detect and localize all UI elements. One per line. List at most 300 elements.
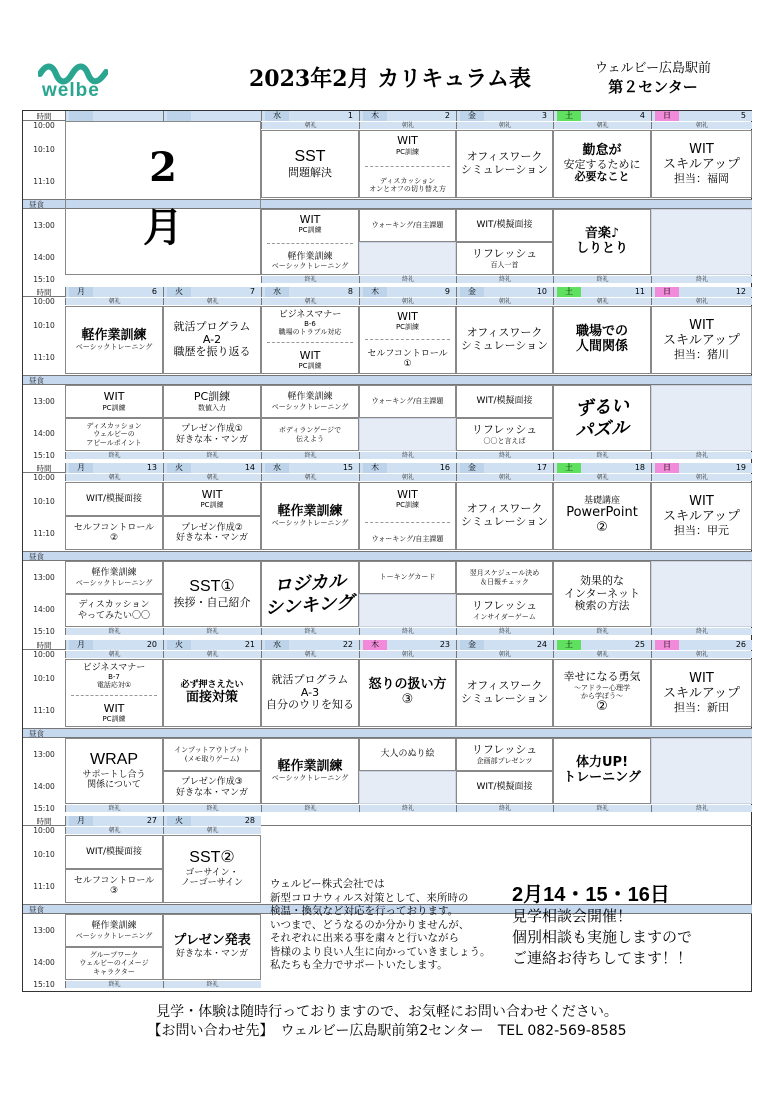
date-label: 14 <box>244 463 255 472</box>
date-label: 16 <box>439 463 450 472</box>
date-label: 2 <box>444 111 450 120</box>
session-cell[interactable] <box>456 738 553 771</box>
time-label: 11:10 <box>33 706 55 715</box>
session-sub: ベーシックトレーニング <box>75 578 153 587</box>
session-title: WIT <box>103 390 125 404</box>
session-cell[interactable] <box>65 482 163 516</box>
session-sub: A-2 <box>202 332 222 346</box>
session-cell[interactable] <box>261 418 359 451</box>
session-sub: 〇〇と言えば <box>483 436 526 445</box>
end-meeting-label: 終礼 <box>65 628 163 635</box>
session-sub: スキルアップ <box>663 156 740 172</box>
session-sub: オンとオフの切り替え方 <box>369 184 446 193</box>
session-cell[interactable] <box>359 130 456 198</box>
session-cell[interactable] <box>359 306 456 374</box>
time-label: 14:00 <box>33 782 55 791</box>
morning-meeting-label: 朝礼 <box>456 474 553 481</box>
session-title: 怒りの扱い方 <box>368 677 447 693</box>
session-sub: 職場のトラブル対応 <box>278 328 342 337</box>
open-house-line: ご連絡お待ちしてます！！ <box>512 949 693 967</box>
logo-text: welbe <box>42 80 100 101</box>
session-title: 軽作業訓練 <box>277 758 343 774</box>
end-meeting-label: 終礼 <box>163 981 261 988</box>
session-cell[interactable] <box>456 130 553 198</box>
end-meeting-label: 終礼 <box>261 452 359 459</box>
session-title: プレゼン作成② <box>181 522 243 533</box>
session-cell[interactable] <box>163 914 261 980</box>
divider <box>71 695 157 696</box>
session-title: グループワーク <box>89 951 139 960</box>
weekday-label: 日 <box>655 640 679 650</box>
session-title: 就活プログラム <box>173 320 251 334</box>
session-sub: PC訓練 <box>395 501 420 510</box>
session-cell[interactable] <box>456 771 553 804</box>
empty-cell <box>359 594 456 627</box>
session-cell[interactable] <box>651 130 752 198</box>
date-label: 20 <box>146 640 157 649</box>
session-title: リフレッシュ <box>471 743 538 757</box>
end-meeting-label: 終礼 <box>553 276 651 283</box>
morning-meeting-label: 朝礼 <box>163 827 261 834</box>
session-teacher: 担当：福岡 <box>674 171 729 185</box>
session-cell[interactable] <box>65 738 163 804</box>
notice-line: 検温・換気など対応を行っております。 <box>270 905 459 917</box>
session-title: WIT <box>689 670 714 686</box>
session-sub: 好きな本・マンガ <box>175 787 248 798</box>
time-label: 15:10 <box>33 980 55 989</box>
session-sub: 好きな本・マンガ <box>175 949 248 960</box>
time-label: 10:10 <box>33 674 55 683</box>
date-label: 15 <box>342 463 353 472</box>
weekday-label: 火 <box>167 640 191 650</box>
session-title: 職場での <box>575 324 628 340</box>
session-sub: PC訓練 <box>395 148 420 156</box>
session-cell[interactable] <box>261 385 359 418</box>
session-cell[interactable] <box>359 209 456 242</box>
session-sub: スキルアップ <box>663 685 740 701</box>
session-cell[interactable] <box>553 659 651 727</box>
session-sub: 面接対策 <box>185 689 238 705</box>
session-sub: ② <box>109 533 119 543</box>
week-3-content <box>23 463 752 636</box>
session-sub: 必要なこと <box>574 170 630 184</box>
session-cell[interactable] <box>359 482 456 550</box>
session-sub: 挨拶・自己紹介 <box>173 595 251 609</box>
session-sub: PC訓練 <box>200 501 224 510</box>
session-cell[interactable] <box>65 418 163 451</box>
morning-meeting-label: 朝礼 <box>553 651 651 658</box>
morning-meeting-label: 朝礼 <box>261 298 359 305</box>
session-cell[interactable] <box>553 385 651 451</box>
session-title: 軽作業訓練 <box>277 503 343 519</box>
session-cell[interactable] <box>163 835 261 903</box>
session-sub: シミュレーション <box>460 515 549 528</box>
session-sub: 関係について <box>87 780 141 791</box>
session-cell[interactable] <box>163 482 261 516</box>
date-label: 25 <box>634 640 645 649</box>
session-cell[interactable] <box>163 738 261 771</box>
session-title: 軽作業訓練 <box>91 921 137 932</box>
empty-cell <box>651 209 752 275</box>
session-title: SST② <box>189 849 235 867</box>
page-title: 2023年2月 カリキュラム表 <box>249 66 531 92</box>
session-cell[interactable] <box>65 594 163 627</box>
session-sub: しりとり <box>575 241 628 256</box>
weekday-label: 火 <box>167 463 191 473</box>
session-title: リフレッシュ <box>471 423 538 437</box>
session-cell[interactable] <box>65 561 163 594</box>
footer-contact: 【お問い合わせ先】 ウェルビー広島駅前第2センター TEL 082-569-8585 <box>147 1023 627 1039</box>
session-sub: 電話応対① <box>96 681 132 690</box>
session-cell[interactable] <box>651 659 752 727</box>
empty-cell <box>651 385 752 451</box>
date-label: 5 <box>740 111 746 120</box>
session-cell[interactable] <box>359 561 456 594</box>
session-title: WIT <box>103 701 125 715</box>
session-cell[interactable] <box>553 738 651 804</box>
empty-cell <box>651 738 752 804</box>
session-sub: 数値入力 <box>198 403 226 412</box>
session-sub: 百人一首 <box>490 260 519 269</box>
notice-line: それぞれに出来る事を粛々と行いながら <box>270 932 459 944</box>
session-teacher: 担当：猪川 <box>674 347 729 361</box>
date-label: 22 <box>342 640 353 649</box>
notice-line: 皆様のより良い人生に向かっていきましょう。 <box>270 945 491 958</box>
session-title: WIT <box>397 309 418 323</box>
session-sub: 企画部プレゼンツ <box>476 756 533 765</box>
session-title: SST <box>294 148 326 166</box>
end-meeting-label: 終礼 <box>359 276 456 283</box>
session-cell[interactable] <box>359 659 456 727</box>
session-title: トーキングカード <box>379 573 436 582</box>
time-label: 時間 <box>36 464 52 473</box>
date-label: 3 <box>541 111 547 120</box>
session-cell[interactable] <box>261 306 359 374</box>
date-label: 28 <box>244 816 255 825</box>
time-label: 時間 <box>36 817 52 826</box>
date-label: 13 <box>146 463 157 472</box>
end-meeting-label: 終礼 <box>651 805 752 812</box>
session-title: WIT <box>689 317 714 333</box>
session-title: 幸せになる勇気 <box>563 670 641 684</box>
morning-meeting-label: 朝礼 <box>651 298 752 305</box>
time-label: 14:00 <box>33 958 55 967</box>
weekday-label: 金 <box>460 463 484 473</box>
morning-meeting-label: 朝礼 <box>359 474 456 481</box>
session-sub: (メモ取りゲーム) <box>184 754 240 763</box>
weekday-label: 水 <box>265 640 289 650</box>
time-label: 11:10 <box>33 177 55 186</box>
footer-line-1: 見学・体験は随時行っておりますので、お気軽にお問い合わせください。 <box>156 1004 618 1020</box>
empty-cell <box>359 771 456 804</box>
empty-cell <box>359 418 456 451</box>
end-meeting-label: 終礼 <box>163 628 261 635</box>
session-cell[interactable] <box>261 738 359 804</box>
session-title: プレゼン作成① <box>181 424 243 435</box>
session-sub: ベーシックトレーニング <box>75 343 153 352</box>
session-cell[interactable] <box>261 561 359 627</box>
session-sub: シンキング <box>264 591 356 619</box>
session-cell[interactable] <box>65 306 163 374</box>
end-meeting-label: 終礼 <box>261 628 359 635</box>
end-meeting-label: 終礼 <box>456 628 553 635</box>
session-cell[interactable] <box>651 306 752 374</box>
weekday-label: 月 <box>69 816 93 826</box>
session-sub: ③ <box>109 886 119 896</box>
weekday-label: 木 <box>363 111 387 121</box>
session-cell[interactable] <box>553 482 651 550</box>
session-title: WRAP <box>90 751 138 769</box>
session-cell[interactable] <box>163 516 261 550</box>
open-house-line: 個別相談も実施しますので <box>512 928 693 946</box>
empty-cell <box>651 561 752 627</box>
session-cell[interactable] <box>456 594 553 627</box>
session-cell[interactable] <box>163 306 261 374</box>
date-label: 24 <box>536 640 547 649</box>
weekday-label: 日 <box>655 287 679 297</box>
weekday-label: 月 <box>69 463 93 473</box>
session-cell[interactable] <box>163 561 261 627</box>
session-sub: B-6 <box>304 319 316 328</box>
date-label: 4 <box>639 111 645 120</box>
end-meeting-label: 終礼 <box>553 628 651 635</box>
session-title: WIT <box>689 141 714 157</box>
end-meeting-label: 終礼 <box>651 628 752 635</box>
time-label: 15:10 <box>33 804 55 813</box>
session-title: セルフコントロール <box>73 875 155 886</box>
end-meeting-label: 終礼 <box>65 452 163 459</box>
session-cell[interactable] <box>553 561 651 627</box>
session-sub: シミュレーション <box>460 339 549 352</box>
session-cell[interactable] <box>456 209 553 242</box>
session-title: オフィスワーク <box>466 679 543 693</box>
session-cell[interactable] <box>456 482 553 550</box>
time-label: 10:00 <box>33 121 55 130</box>
session-sub: キャラクター <box>93 967 135 976</box>
end-meeting-label: 終礼 <box>553 452 651 459</box>
session-cell[interactable] <box>456 306 553 374</box>
session-sub: スキルアップ <box>663 332 740 348</box>
session-cell[interactable] <box>261 130 359 198</box>
time-label: 時間 <box>36 288 52 297</box>
session-sub: 好きな本・マンガ <box>175 434 248 445</box>
session-sub: PC訓練 <box>298 362 322 371</box>
session-title: WIT/模擬面接 <box>85 846 143 857</box>
session-cell[interactable] <box>456 418 553 451</box>
session-cell[interactable] <box>261 659 359 727</box>
time-label: 10:00 <box>33 473 55 482</box>
session-sub: PC訓練 <box>298 226 322 235</box>
weekday-label: 土 <box>557 287 581 297</box>
time-label: 10:00 <box>33 826 55 835</box>
session-title: WIT <box>397 134 418 148</box>
session-cell[interactable] <box>359 385 456 418</box>
time-label: 13:00 <box>33 221 55 230</box>
session-sub: シミュレーション <box>460 692 549 705</box>
session-cell[interactable] <box>261 482 359 550</box>
month-kanji: 月 <box>143 204 183 251</box>
end-meeting-label: 終礼 <box>456 276 553 283</box>
end-meeting-label: 終礼 <box>359 628 456 635</box>
weekday-label: 土 <box>557 640 581 650</box>
session-sub: 人間関係 <box>575 339 628 354</box>
morning-meeting-label: 朝礼 <box>65 827 163 834</box>
session-cell[interactable] <box>163 418 261 451</box>
weekday-label: 金 <box>460 640 484 650</box>
session-cell[interactable] <box>651 482 752 550</box>
session-title: 大人のぬり絵 <box>380 749 435 760</box>
session-title: ウォーキング/自主課題 <box>371 535 444 544</box>
session-cell[interactable] <box>65 947 163 980</box>
session-title: オフィスワーク <box>466 502 543 516</box>
session-cell[interactable] <box>163 385 261 418</box>
session-cell[interactable] <box>65 516 163 550</box>
end-meeting-label: 終礼 <box>359 805 456 812</box>
weekday-label: 月 <box>69 640 93 650</box>
morning-meeting-label: 朝礼 <box>359 122 456 129</box>
session-sub: やってみたい〇〇 <box>77 610 150 621</box>
session-title: PC訓練 <box>193 390 231 404</box>
end-meeting-label: 終礼 <box>163 452 261 459</box>
session-sub: サポートし合う <box>82 769 146 780</box>
session-title: WIT <box>299 212 321 226</box>
notice-line: ウェルビー株式会社では <box>270 878 385 890</box>
session-cell[interactable] <box>65 914 163 947</box>
open-house-dates: 2月14・15・16日 <box>512 884 670 906</box>
session-cell[interactable] <box>456 659 553 727</box>
session-cell[interactable] <box>163 659 261 727</box>
weekday-label: 火 <box>167 816 191 826</box>
weekday-label: 木 <box>363 463 387 473</box>
session-cell[interactable] <box>65 659 163 727</box>
end-meeting-label: 終礼 <box>359 452 456 459</box>
morning-meeting-label: 朝礼 <box>261 474 359 481</box>
session-title: WIT <box>299 348 321 362</box>
end-meeting-label: 終礼 <box>261 805 359 812</box>
session-title: 効果的な <box>580 574 624 588</box>
date-label: 9 <box>444 287 450 296</box>
session-cell[interactable] <box>359 738 456 771</box>
session-sub: ノーゴーサイン <box>180 878 244 889</box>
time-label: 13:00 <box>33 926 55 935</box>
session-title: 軽作業訓練 <box>91 568 137 579</box>
weekday-label: 日 <box>655 463 679 473</box>
session-title: ディスカッション <box>379 176 436 185</box>
morning-meeting-label: 朝礼 <box>163 651 261 658</box>
session-sub: ベーシックトレーニング <box>271 402 349 411</box>
date-label: 11 <box>634 287 645 296</box>
end-meeting-label: 終礼 <box>651 452 752 459</box>
session-sub: 検索の方法 <box>574 599 630 613</box>
session-sub: 安定するために <box>563 157 641 171</box>
session-teacher: 担当：新田 <box>674 700 729 714</box>
session-cell[interactable] <box>456 561 553 594</box>
session-cell[interactable] <box>65 385 163 418</box>
time-label: 10:10 <box>33 497 55 506</box>
weekday-label: 水 <box>265 111 289 121</box>
week-4-content <box>23 640 752 813</box>
session-title: 音楽♪ <box>584 226 620 242</box>
session-title: 必ず押さえたい <box>180 680 244 691</box>
time-label: 10:00 <box>33 650 55 659</box>
session-title: オフィスワーク <box>466 150 543 164</box>
notice-line: いつまで、どうなるのか分かりませんが、 <box>270 918 470 931</box>
morning-meeting-label: 朝礼 <box>553 474 651 481</box>
time-label: 11:10 <box>33 529 55 538</box>
session-title: リフレッシュ <box>471 599 538 613</box>
date-label: 1 <box>347 111 353 120</box>
session-sub: ウェルビーのイメージ <box>79 959 149 968</box>
date-label: 21 <box>244 640 255 649</box>
divider <box>365 339 451 340</box>
morning-meeting-label: 朝礼 <box>163 474 261 481</box>
morning-meeting-label: 朝礼 <box>65 474 163 481</box>
session-title: ディスカッション <box>78 600 150 611</box>
morning-meeting-label: 朝礼 <box>456 122 553 129</box>
session-title: ボディランゲージで <box>278 426 342 435</box>
weekday-label: 土 <box>557 111 581 121</box>
session-sub: ベーシックトレーニング <box>75 931 153 940</box>
end-meeting-label: 終礼 <box>651 276 752 283</box>
end-meeting-label: 終礼 <box>261 276 359 283</box>
session-cell[interactable] <box>163 771 261 804</box>
session-title: 就活プログラム <box>271 673 349 687</box>
session-cell[interactable] <box>553 306 651 374</box>
session-sub: 好きな本・マンガ <box>175 533 248 543</box>
session-title: 軽作業訓練 <box>287 251 333 262</box>
open-house-text <box>512 906 692 969</box>
session-sub: シミュレーション <box>460 163 549 176</box>
session-teacher: 担当：甲元 <box>674 523 729 537</box>
session-title: WIT/模擬面接 <box>85 493 143 504</box>
session-cell[interactable] <box>261 209 359 275</box>
session-sub: ～アドラー心理学 <box>574 683 630 692</box>
center-name <box>578 60 728 96</box>
session-sub: ② <box>596 698 608 714</box>
session-cell[interactable] <box>553 209 651 275</box>
session-sub: PC訓練 <box>395 323 420 332</box>
session-title: SST① <box>189 578 235 596</box>
session-cell[interactable] <box>65 835 163 869</box>
session-title: インプットアウトプット <box>174 746 250 755</box>
session-sub: インターネット <box>563 586 640 600</box>
center-name-line1: ウェルビー広島駅前 <box>595 61 711 76</box>
date-label: 17 <box>536 463 547 472</box>
session-cell[interactable] <box>65 869 163 903</box>
morning-meeting-label: 朝礼 <box>553 298 651 305</box>
session-title: プレゼン発表 <box>173 933 251 949</box>
time-label: 10:10 <box>33 850 55 859</box>
session-sub: ＆日報チェック <box>480 577 529 586</box>
session-cell[interactable] <box>553 130 651 198</box>
divider <box>267 243 353 244</box>
morning-meeting-label: 朝礼 <box>456 298 553 305</box>
session-cell[interactable] <box>456 385 553 418</box>
divider <box>267 342 353 343</box>
session-title: 体力UP! <box>575 755 628 771</box>
session-sub: ゴーサイン・ <box>185 867 239 878</box>
session-title: 軽作業訓練 <box>81 327 147 343</box>
session-sub: ② <box>596 520 608 536</box>
session-title: ずるい <box>574 395 630 419</box>
month-number: 2 <box>149 144 177 191</box>
session-sub: B-7 <box>108 672 120 681</box>
session-sub: パズル <box>574 417 630 441</box>
weekday-label: 火 <box>167 287 191 297</box>
week-2-content <box>23 287 752 460</box>
center-name-line2: 第２センター <box>608 78 698 96</box>
session-cell[interactable] <box>456 242 553 275</box>
